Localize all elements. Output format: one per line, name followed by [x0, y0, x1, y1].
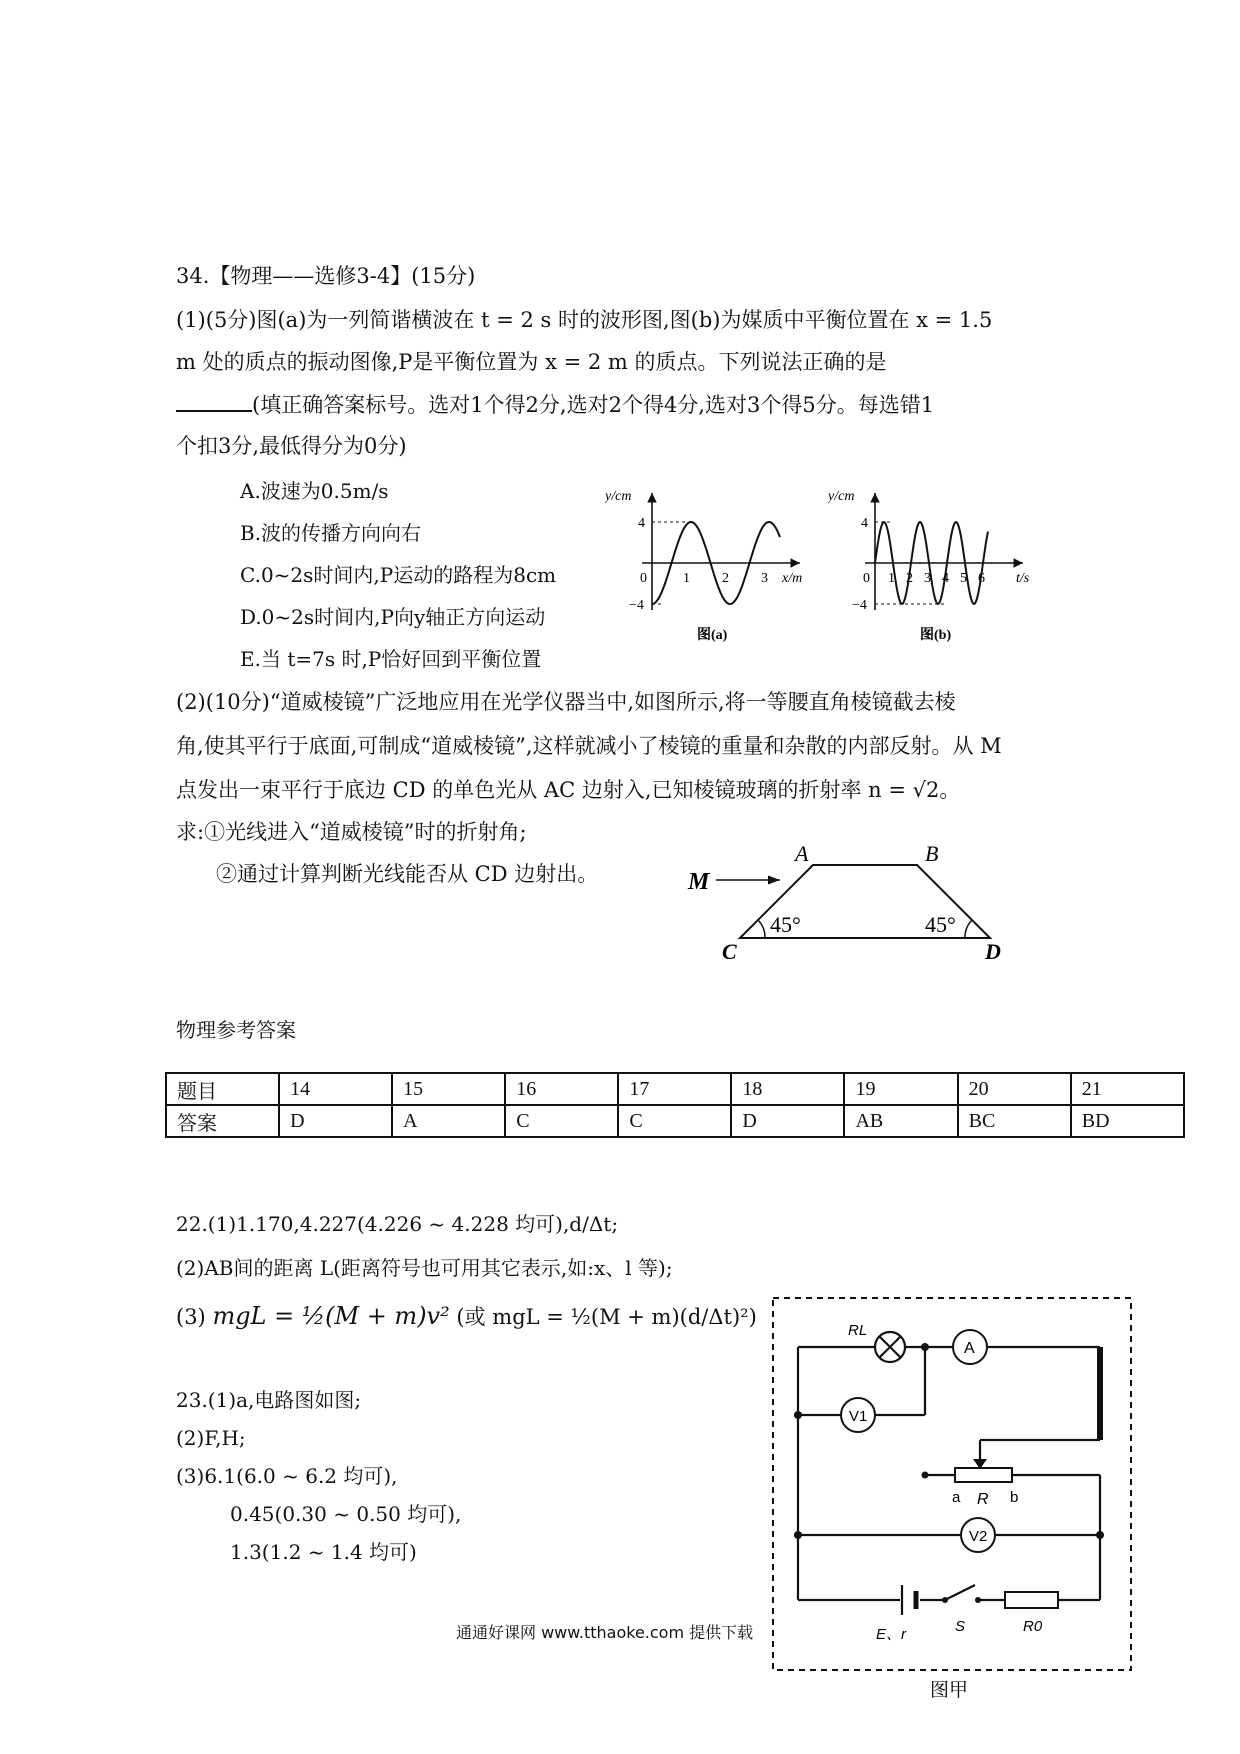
table-cell: D	[731, 1105, 844, 1137]
y-axis-label: y/cm	[828, 489, 855, 504]
t-tick-6: 6	[978, 571, 985, 586]
table-cell: BC	[958, 1105, 1071, 1137]
table-row	[166, 1105, 1184, 1137]
y-tick-4: 4	[861, 516, 868, 531]
q22-part3-prefix: (3)	[176, 1305, 206, 1329]
q23-line3: (3)6.1(6.0 ~ 6.2 均可),	[176, 1464, 398, 1488]
table-cell: 15	[392, 1073, 505, 1105]
formula-main: mgL = ½(M + m)v²	[212, 1302, 450, 1330]
t-tick-0: 0	[863, 571, 870, 586]
q34-part1-line2: m 处的质点的振动图像,P是平衡位置为 x = 2 m 的质点。下列说法正确的是	[176, 350, 887, 374]
q34-part1-line3	[176, 390, 934, 419]
table-cell: C	[505, 1105, 618, 1137]
t-tick-4: 4	[942, 571, 949, 586]
circuit-caption: 图甲	[930, 1679, 969, 1701]
q34-part2-line4: 求:①光线进入“道威棱镜”时的折射角;	[176, 820, 527, 844]
q34-part1-line3-text: (填正确答案标号。选对1个得2分,选对2个得4分,选对3个得5分。每选错1	[252, 393, 935, 417]
y-tick-minus4: −4	[629, 598, 644, 613]
dashed-border	[773, 1298, 1131, 1670]
label-c: C	[722, 939, 737, 964]
graph-b-caption: 图(b)	[920, 628, 952, 643]
t-tick-1: 1	[888, 571, 895, 586]
table-cell: 14	[279, 1073, 392, 1105]
label-r0: R0	[1023, 1618, 1043, 1635]
t-tick-3: 3	[924, 571, 931, 586]
option-c: C.0~2s时间内,P运动的路程为8cm	[240, 563, 557, 587]
lamp-icon	[875, 1332, 905, 1362]
label-m: M	[688, 869, 710, 895]
x-tick-1: 1	[683, 571, 690, 586]
q34-part2-line5: ②通过计算判断光线能否从 CD 边射出。	[216, 862, 599, 886]
angle-d-label: 45°	[925, 912, 956, 937]
label-b-terminal: b	[1010, 1489, 1019, 1506]
battery-icon	[902, 1585, 916, 1615]
wave-graph-a	[605, 485, 835, 645]
q34-part2-line2: 角,使其平行于底面,可制成“道威棱镜”,这样就减小了棱镜的重量和杂散的内部反射。从 M	[176, 734, 1002, 758]
graph-a-caption: 图(a)	[697, 628, 728, 643]
table-cell: 17	[618, 1073, 731, 1105]
label-switch: S	[955, 1618, 966, 1635]
circuit-diagram	[770, 1295, 1136, 1705]
table-cell: A	[392, 1105, 505, 1137]
q34-part2-line1: (2)(10分)“道威棱镜”广泛地应用在光学仪器当中,如图所示,将一等腰直角棱镜截去棱	[176, 690, 956, 714]
option-e: E.当 t=7s 时,P恰好回到平衡位置	[240, 647, 542, 671]
q23-line4: 0.45(0.30 ~ 0.50 均可),	[230, 1502, 462, 1526]
table-cell: AB	[844, 1105, 957, 1137]
t-tick-2: 2	[906, 571, 913, 586]
label-a-terminal: a	[952, 1489, 961, 1506]
label-b: B	[925, 845, 939, 866]
x-tick-3: 3	[761, 571, 768, 586]
q34-part1-line1: (1)(5分)图(a)为一列简谐横波在 t = 2 s 时的波形图,图(b)为媒质中平衡位置在 x = 1.5	[176, 308, 993, 332]
label-v1: V1	[849, 1408, 868, 1425]
table-cell: 21	[1071, 1073, 1184, 1105]
table-cell: BD	[1071, 1105, 1184, 1137]
angle-arc-d	[965, 920, 972, 938]
q34-part2-line3: 点发出一束平行于底边 CD 的单色光从 AC 边射入,已知棱镜玻璃的折射率 n = √2。	[176, 778, 961, 802]
angle-arc-c	[758, 920, 765, 938]
answer-blank	[176, 390, 252, 412]
label-a: A	[795, 845, 809, 866]
dove-prism-diagram	[680, 845, 1020, 965]
footer-text: 通通好课网 www.tthaoke.com 提供下载	[456, 1623, 754, 1642]
switch-icon	[942, 1597, 948, 1603]
answer-table	[165, 1072, 1185, 1138]
q22-line2: (2)AB间的距离 L(距离符号也可用其它表示,如:x、l 等);	[176, 1256, 673, 1280]
table-row	[166, 1073, 1184, 1105]
q22-line1: 22.(1)1.170,4.227(4.226 ~ 4.228 均可),d/Δt;	[176, 1212, 619, 1236]
table-header-cell: 题目	[166, 1073, 279, 1105]
label-rl: RL	[848, 1322, 868, 1339]
q34-header: 34.【物理——选修3-4】(15分)	[176, 264, 476, 288]
resistor-r0-icon	[1005, 1592, 1058, 1608]
angle-c-label: 45°	[770, 912, 801, 937]
t-axis-label: t/s	[1016, 571, 1030, 586]
table-cell: D	[279, 1105, 392, 1137]
label-er: E、r	[876, 1626, 907, 1643]
option-a: A.波速为0.5m/s	[240, 479, 389, 503]
q23-line5: 1.3(1.2 ~ 1.4 均可)	[230, 1540, 417, 1564]
rheostat-icon	[955, 1468, 1012, 1482]
label-r: R	[977, 1491, 989, 1508]
vibration-graph-b	[828, 485, 1058, 645]
option-d: D.0~2s时间内,P向y轴正方向运动	[240, 605, 546, 629]
x-tick-2: 2	[722, 571, 729, 586]
x-axis-label: x/m	[782, 571, 803, 586]
answers-title: 物理参考答案	[176, 1018, 296, 1042]
y-tick-minus4: −4	[852, 598, 867, 613]
q22-line3	[176, 1302, 757, 1331]
q23-line1: 23.(1)a,电路图如图;	[176, 1388, 362, 1412]
label-ammeter: A	[964, 1340, 975, 1357]
q34-part1-line4: 个扣3分,最低得分为0分)	[176, 434, 407, 458]
table-cell: C	[618, 1105, 731, 1137]
table-cell: 19	[844, 1073, 957, 1105]
t-tick-5: 5	[960, 571, 967, 586]
label-v2: V2	[969, 1528, 988, 1545]
x-tick-0: 0	[640, 571, 647, 586]
table-cell: 20	[958, 1073, 1071, 1105]
option-b: B.波的传播方向向右	[240, 521, 422, 545]
y-axis-label: y/cm	[605, 489, 632, 504]
table-cell: 18	[731, 1073, 844, 1105]
switch-contact-icon	[975, 1597, 981, 1603]
q23-line2: (2)F,H;	[176, 1426, 246, 1450]
table-cell: 16	[505, 1073, 618, 1105]
label-d: D	[985, 939, 1001, 964]
table-header-cell: 答案	[166, 1105, 279, 1137]
formula-alt: (或 mgL = ½(M + m)(d/Δt)²)	[456, 1305, 757, 1329]
y-tick-4: 4	[638, 516, 645, 531]
